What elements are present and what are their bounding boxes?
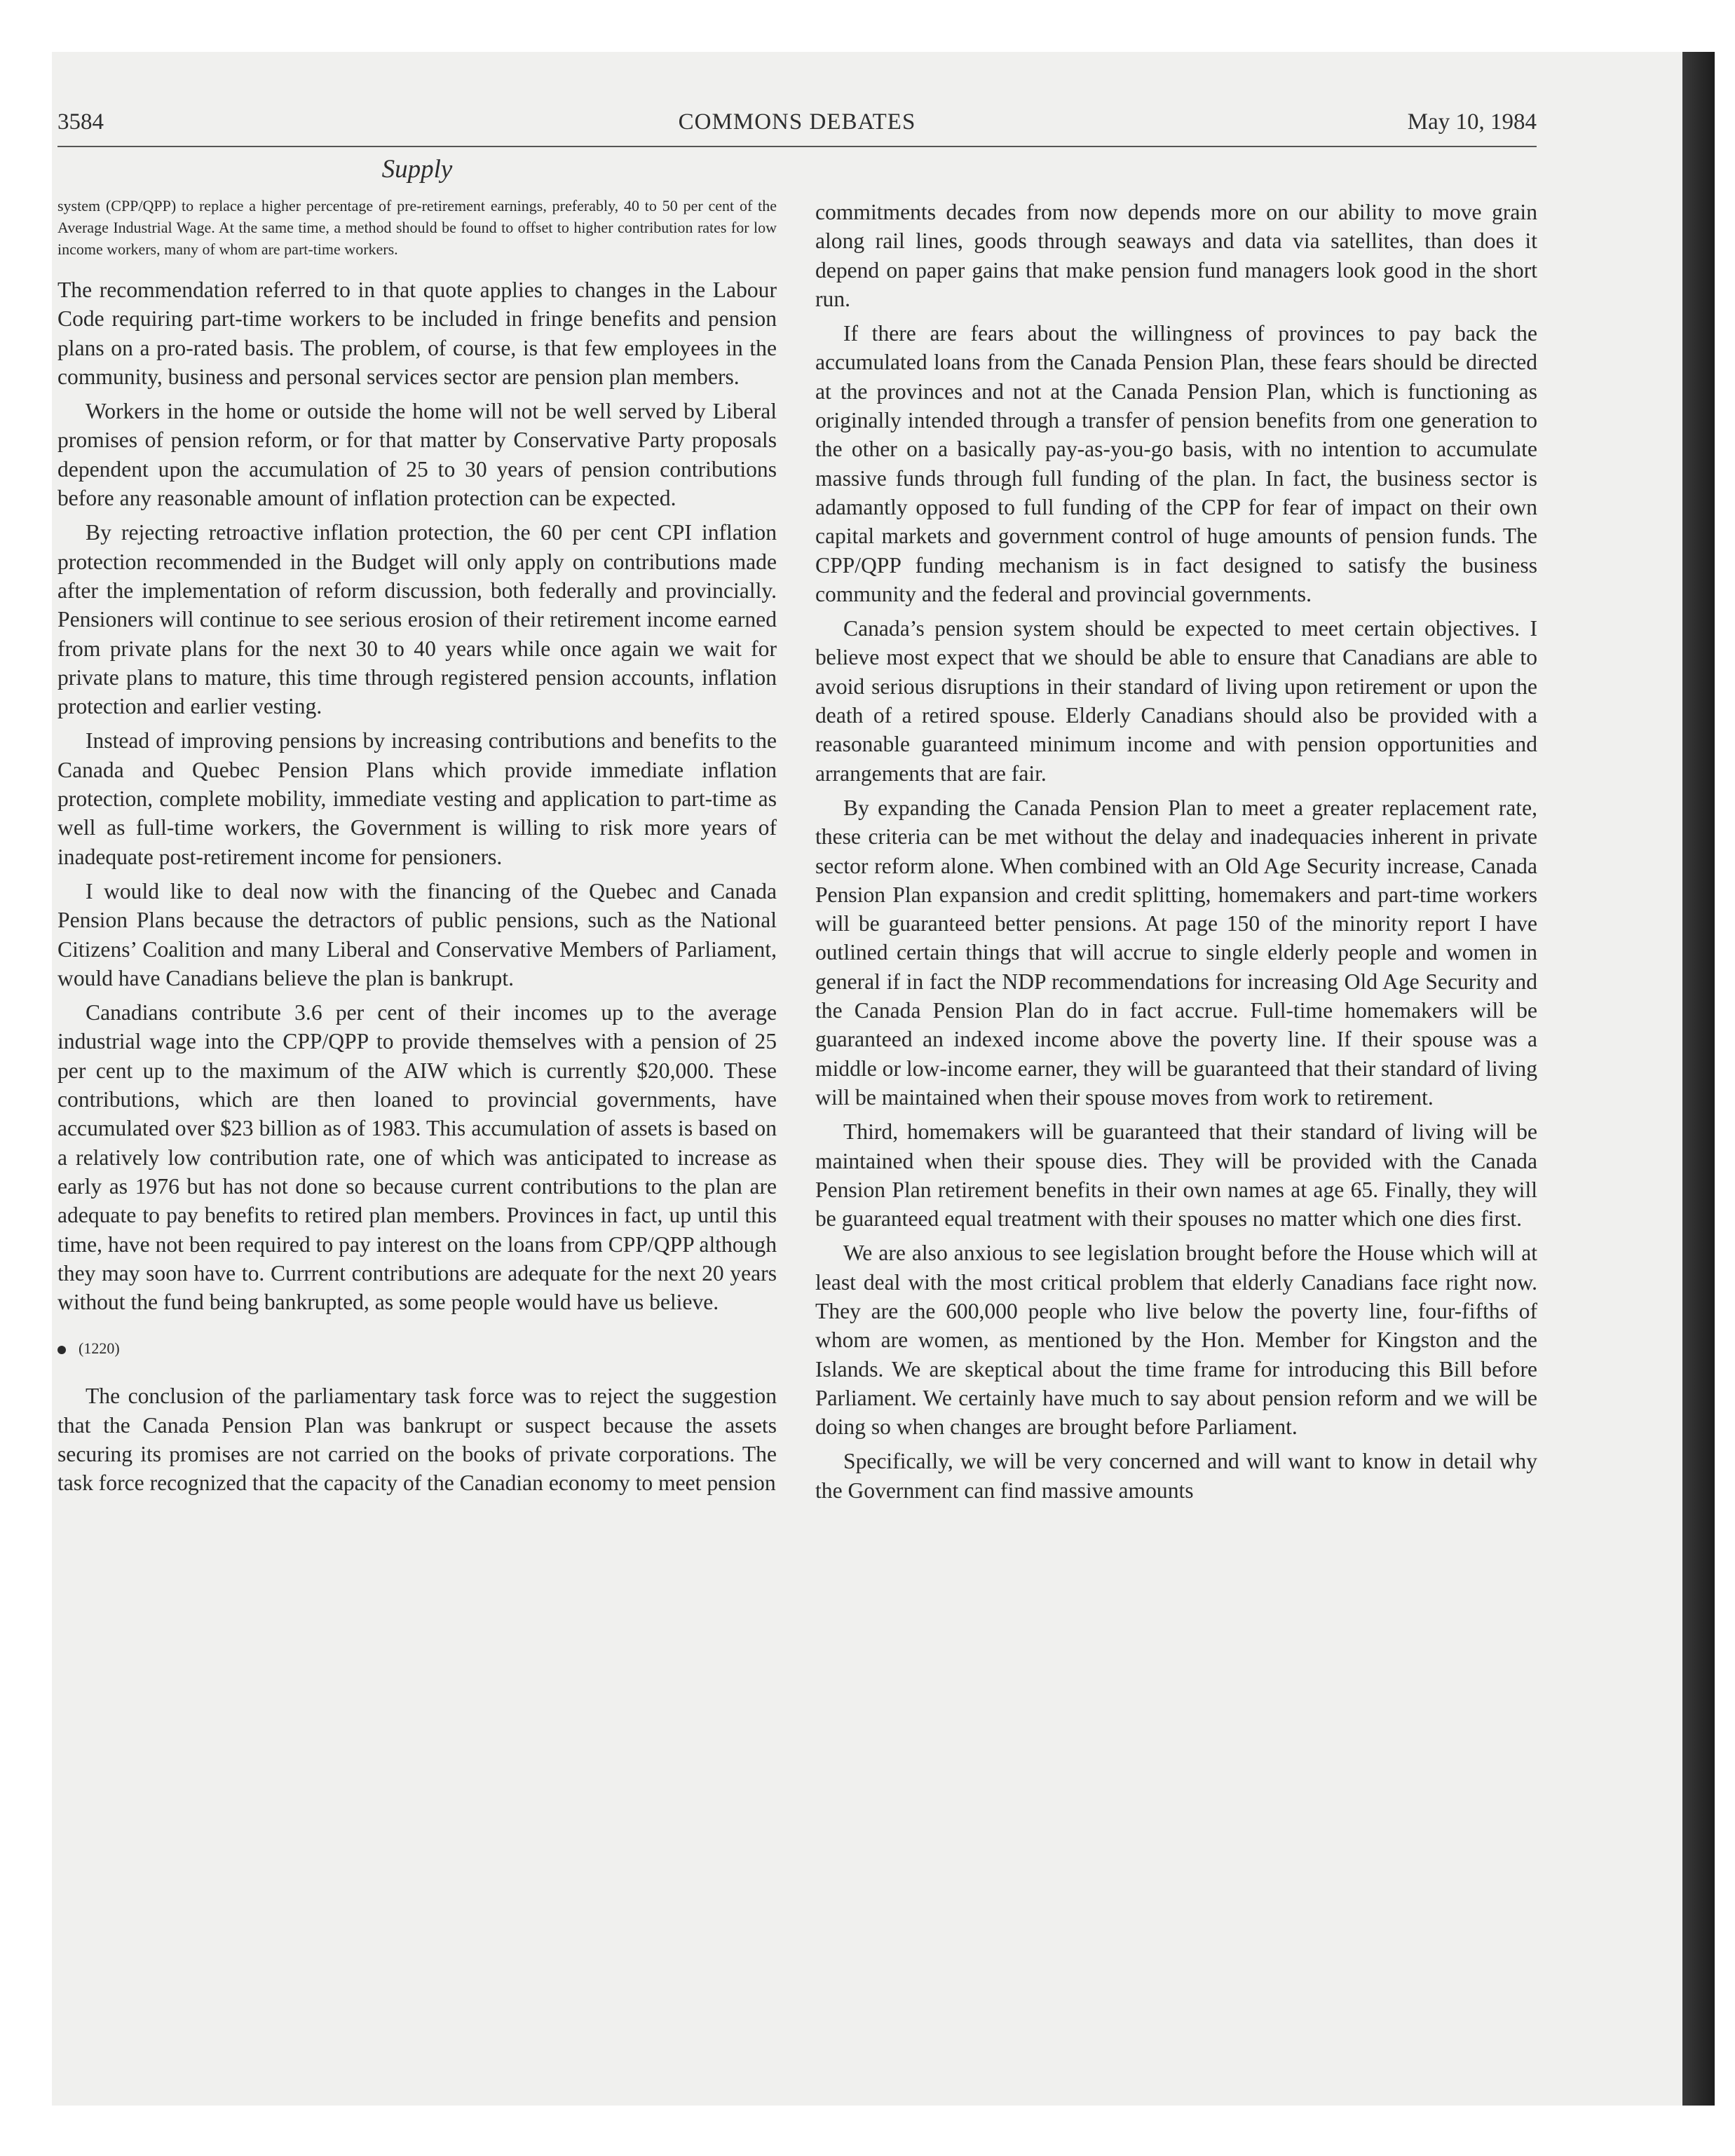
quote-block: system (CPP/QPP) to replace a higher percentage of pre-retirement earnings, preferably, 40 to 50 per cent of the Average Industrial Wage. At the same time, a method should be found to offset to higher contribution rates for low income workers, many of whom are part-time workers. <box>57 197 777 258</box>
publication-title: COMMONS DEBATES <box>678 109 916 135</box>
scan-edge-shadow <box>1682 52 1715 2106</box>
paragraph: The recommendation referred to in that quote applies to changes in the Labour Code requiring part-time workers to be included in fringe benefits and pension plans on a pro-rated basis. The problem, of course, is that few employees in the community, business and personal services sector are pension plan members. <box>57 278 777 389</box>
paragraph: The conclusion of the parliamentary task force was to reject the suggestion that the Canada Pension Plan was bankrupt or suspect because the assets securing its promises are not carried on the books of private corporations. The task force recognized that the capacity of the Canadian economy to meet pension <box>57 1384 777 1496</box>
time-marker-label: (1220) <box>79 1339 120 1358</box>
paragraph: Canada’s pension system should be expected to meet certain objectives. I believe most expect that we should be able to ensure that Canadians are able to avoid serious disruptions in their standard of living upon retirement or upon the death of a retired spouse. Elderly Canadians should also be provided with a reasonable guaranteed minimum income and with pension opportunities and arrangements that are fair. <box>815 616 1537 786</box>
right-column <box>815 198 1537 1510</box>
paragraph: Specifically, we will be very concerned and will want to know in detail why the Government can find massive amounts <box>815 1449 1537 1503</box>
paragraph: By expanding the Canada Pension Plan to meet a greater replacement rate, these criteria can be met without the delay and inadequacies inherent in private sector reform alone. When combined with an Old Age Security increase, Canada Pension Plan expansion and credit splitting, homemakers and part-time workers will be guaranteed better pensions. At page 150 of the minority report I have outlined certain things that will accrue to single elderly people and women in general if in fact the NDP recommendations for increasing Old Age Security and the Canada Pension Plan do in fact accrue. Full-time homemakers will be guaranteed an indexed income above the poverty line. If their spouse was a middle or low-income earner, they will be guaranteed that their standard of living will be maintained when their spouse moves from work to retirement. <box>815 795 1537 1110</box>
time-marker <box>57 1337 777 1359</box>
paragraph: If there are fears about the willingness of provinces to pay back the accumulated loans from the Canada Pension Plan, these fears should be directed at the provinces and not at the Canada Pension Plan, which is functioning as originally intended through a transfer of pension benefits from one generation to the other on a basically pay-as-you-go basis, with no intention to accumulate massive funds through full funding of the plan. In fact, the business sector is adamantly opposed to full funding of the CPP for fear of impact on their own capital markets and government control of huge amounts of pension funds. The CPP/QPP funding mechanism is in fact designed to satisfy the business community and the federal and provincial governments. <box>815 321 1537 606</box>
left-column <box>57 195 777 1503</box>
page-date: May 10, 1984 <box>1407 109 1537 135</box>
paragraph: Instead of improving pensions by increasing contributions and benefits to the Canada and Quebec Pension Plans which provide immediate inflation protection, complete mobility, immediate vesting and application to part-time as well as full-time workers, the Government is willing to risk more years of inadequate post-retirement income for pensioners. <box>57 728 777 869</box>
paragraph: Workers in the home or outside the home will not be well served by Liberal promises of pension reform, or for that matter by Conservative Party proposals dependent upon the accumulation of 25 to 30 years of pension contributions before any reasonable amount of inflation protection can be expected. <box>57 399 777 511</box>
paragraph: Canadians contribute 3.6 per cent of their incomes up to the average industrial wage into the CPP/QPP to provide themselves with a pension of 25 per cent up to the maximum of the AIW which is currently $20,000. These contributions, which are then loaned to provincial governments, have accumulated over $23 billion as of 1983. This accumulation of assets is based on a relatively low contribution rate, one of which was anticipated to increase as early as 1976 but has not done so because current contributions to the plan are adequate to pay benefits to retired plan members. Provinces in fact, up until this time, have not been required to pay interest on the loans from CPP/QPP although they may soon have to. Currrent contributions are adequate for the next 20 years without the fund being bankrupted, as some people would have us believe. <box>57 1000 777 1315</box>
page-number: 3584 <box>57 109 104 135</box>
section-heading: Supply <box>381 155 453 184</box>
paragraph: commitments decades from now depends more on our ability to move grain along rail lines, goods through seaways and data via satellites, than does it depend on paper gains that make pension fund managers look good in the short run. <box>815 200 1537 311</box>
paragraph: We are also anxious to see legislation brought before the House which will at least deal with the most critical problem that elderly Canadians face right now. They are the 600,000 people who live below the poverty line, four-fifths of whom are women, as mentioned by the Hon. Member for Kingston and the Islands. We are skeptical about the time frame for introducing this Bill before Parliament. We certainly have much to say about pension reform and we will be doing so when changes are brought before Parliament. <box>815 1241 1537 1440</box>
paragraph: By rejecting retroactive inflation protection, the 60 per cent CPI inflation protection recommended in the Budget will only apply on contributions made after the implementation of reform discussion, both federally and provincially. Pensioners will continue to see serious erosion of their retirement income earned from private plans for the next 30 to 40 years while once again we wait for private plans to mature, this time through registered pension accounts, inflation protection and earlier vesting. <box>57 520 777 719</box>
bullet-dot-icon <box>57 1346 66 1354</box>
paragraph: Third, homemakers will be guaranteed that their standard of living will be maintained when their spouse dies. They will be provided with the Canada Pension Plan retirement benefits in their own names at age 65. Finally, they will be guaranteed equal treatment with their spouses no matter which one dies first. <box>815 1119 1537 1231</box>
paragraph: I would like to deal now with the financing of the Quebec and Canada Pension Plans because the detractors of public pensions, such as the National Citizens’ Coalition and many Liberal and Conservative Members of Parliament, would have Canadians believe the plan is bankrupt. <box>57 878 777 990</box>
page-header <box>57 109 1537 147</box>
